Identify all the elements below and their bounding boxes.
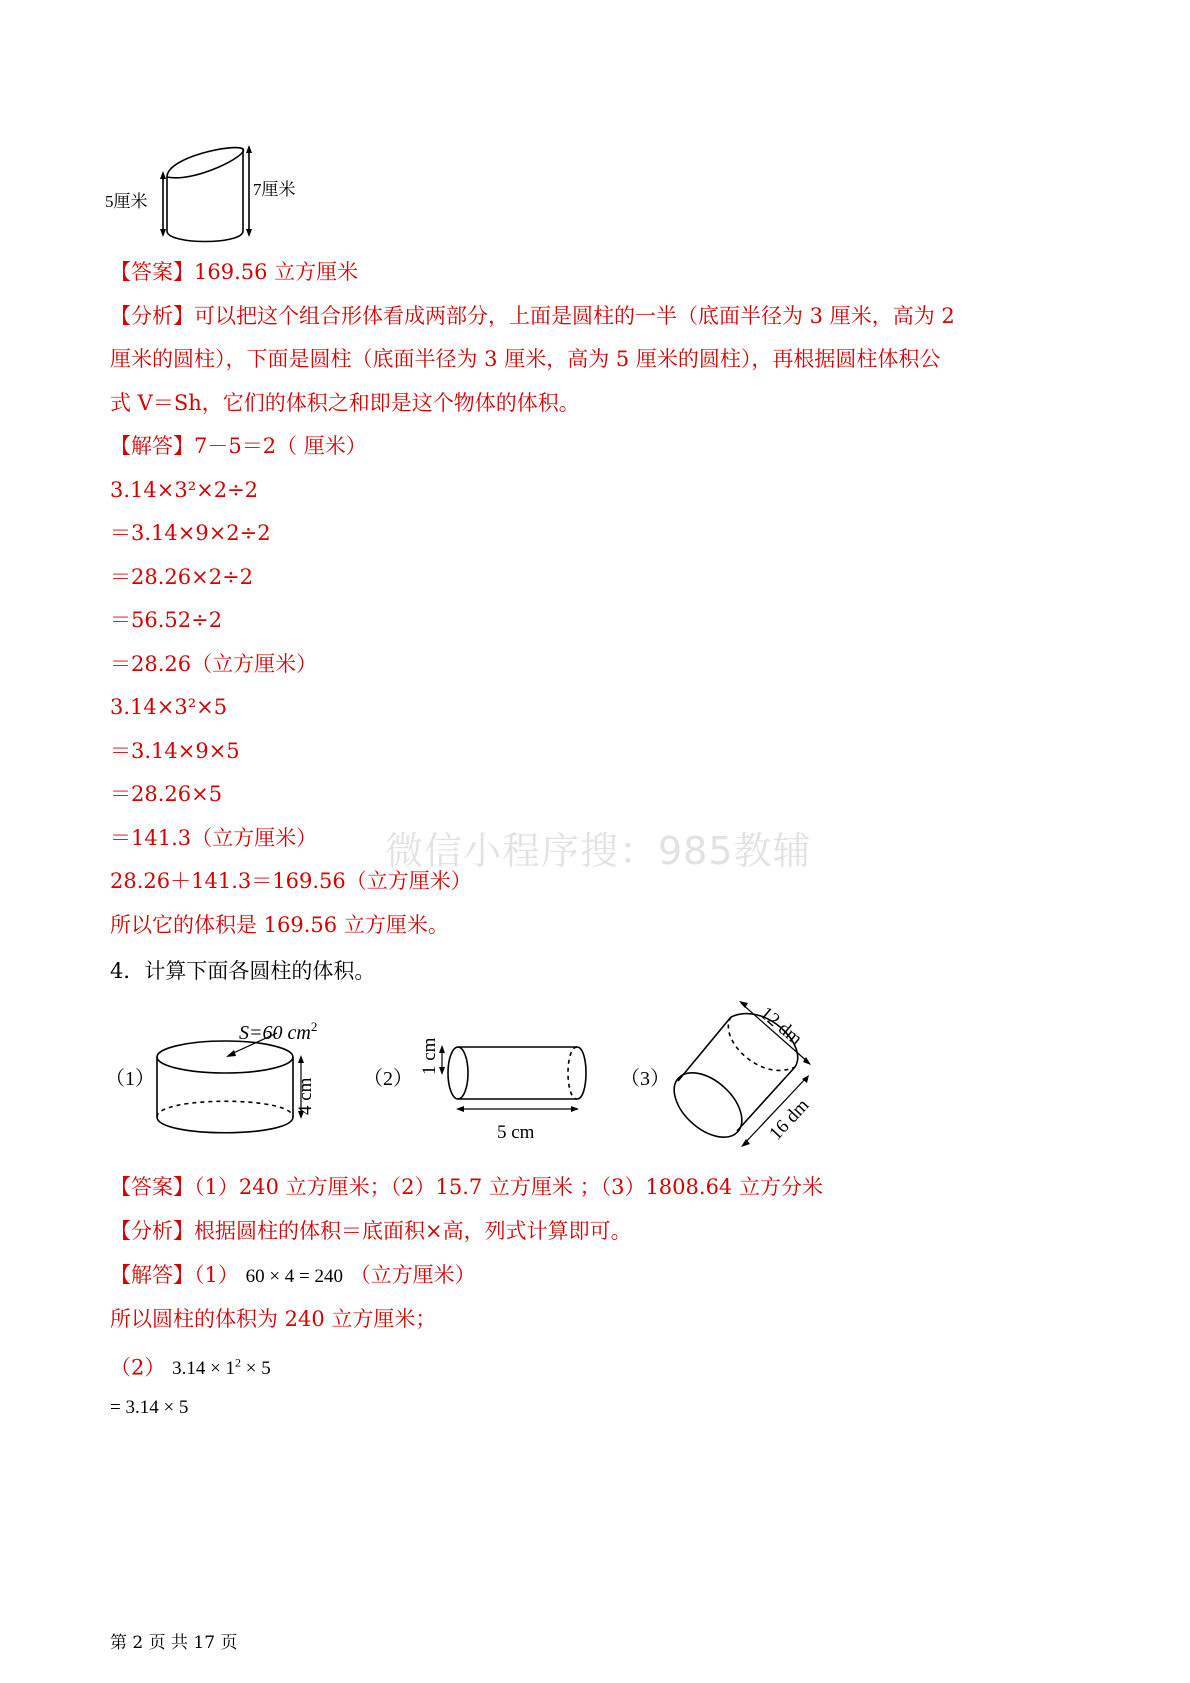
s-label: S=60 $cm^2$: [239, 1019, 318, 1044]
slanted-cylinder-figure: [105, 135, 315, 250]
q4-solution-1-math: 60 × 4 = 240: [245, 1266, 343, 1287]
q3-solution-line: ＝3.14×9×5: [110, 739, 240, 763]
q4-solution-2-line-2: = 3.14 × 5: [110, 1397, 189, 1418]
d3-label: 12 dm: [755, 1002, 807, 1050]
q4-solution-1: [110, 1260, 476, 1292]
q3-solution-line: ＝28.26（立方厘米）: [110, 652, 318, 676]
q4-question: 4．计算下面各圆柱的体积。: [110, 959, 376, 983]
h1-label: 4 cm: [295, 1077, 316, 1115]
fig-label-2: （2）: [363, 1068, 413, 1090]
q4-solution-2: [110, 1348, 271, 1384]
q3-solution-line: ＝56.52÷2: [110, 608, 223, 632]
q3-solution-line: 【解答】7－5＝2（ 厘米）: [110, 434, 367, 458]
watermark: 微信小程序搜：985教辅: [385, 829, 812, 873]
q3-analysis-line-3: 式 V＝Sh，它们的体积之和即是这个物体的体积。: [110, 391, 580, 415]
q3-solution-line: ＝141.3（立方厘米）: [110, 826, 318, 850]
q4-analysis: 【分析】根据圆柱的体积＝底面积×高，列式计算即可。: [110, 1219, 632, 1243]
fig1-left-label: 5厘米: [105, 192, 148, 211]
q3-solution-line: ＝28.26×2÷2: [110, 565, 254, 589]
q3-analysis-line-2: 厘米的圆柱），下面是圆柱（底面半径为 3 厘米，高为 5 厘米的圆柱），再根据圆柱体积公: [110, 347, 941, 371]
len3-label: 16 dm: [765, 1094, 814, 1145]
q3-solution-line: 3.14×3²×2÷2: [110, 478, 259, 502]
q3-solution-line: 所以它的体积是 169.56 立方厘米。: [110, 913, 449, 937]
q4-solution-2-math: $3.14 \times 1^2 \times 5$: [172, 1356, 271, 1380]
len2-label: 5 cm: [497, 1122, 535, 1143]
q3-solution-line: 28.26＋141.3＝169.56（立方厘米）: [110, 869, 472, 893]
q3-analysis-line-1: 【分析】可以把这个组合形体看成两部分，上面是圆柱的一半（底面半径为 3 厘米，高为 2: [110, 304, 955, 328]
fig-label-1: （1）: [105, 1068, 155, 1090]
q4-solution-1-conclusion: 所以圆柱的体积为 240 立方厘米；: [110, 1307, 437, 1331]
cylinders-figure: [105, 995, 895, 1170]
q3-solution-line: ＝3.14×9×2÷2: [110, 521, 271, 545]
h2-label: 1 cm: [419, 1037, 440, 1075]
q4-answer: 【答案】（1）240 立方厘米；（2）15.7 立方厘米 ；（3）1808.64 立方分米: [110, 1175, 823, 1199]
q4-solution-1-prefix: 【解答】（1）: [110, 1263, 239, 1287]
fig1-right-label: 7厘米: [253, 180, 296, 199]
q4-solution-1-suffix: （立方厘米）: [349, 1263, 476, 1287]
q3-solution-line: ＝28.26×5: [110, 782, 223, 806]
q3-solution-line: 3.14×3²×5: [110, 695, 228, 719]
q4-solution-2-prefix: （2）: [110, 1355, 166, 1380]
q3-answer: 【答案】169.56 立方厘米: [110, 260, 359, 284]
page-footer: 第 2 页 共 17 页: [110, 1633, 238, 1653]
fig-label-3: （3）: [620, 1068, 670, 1090]
